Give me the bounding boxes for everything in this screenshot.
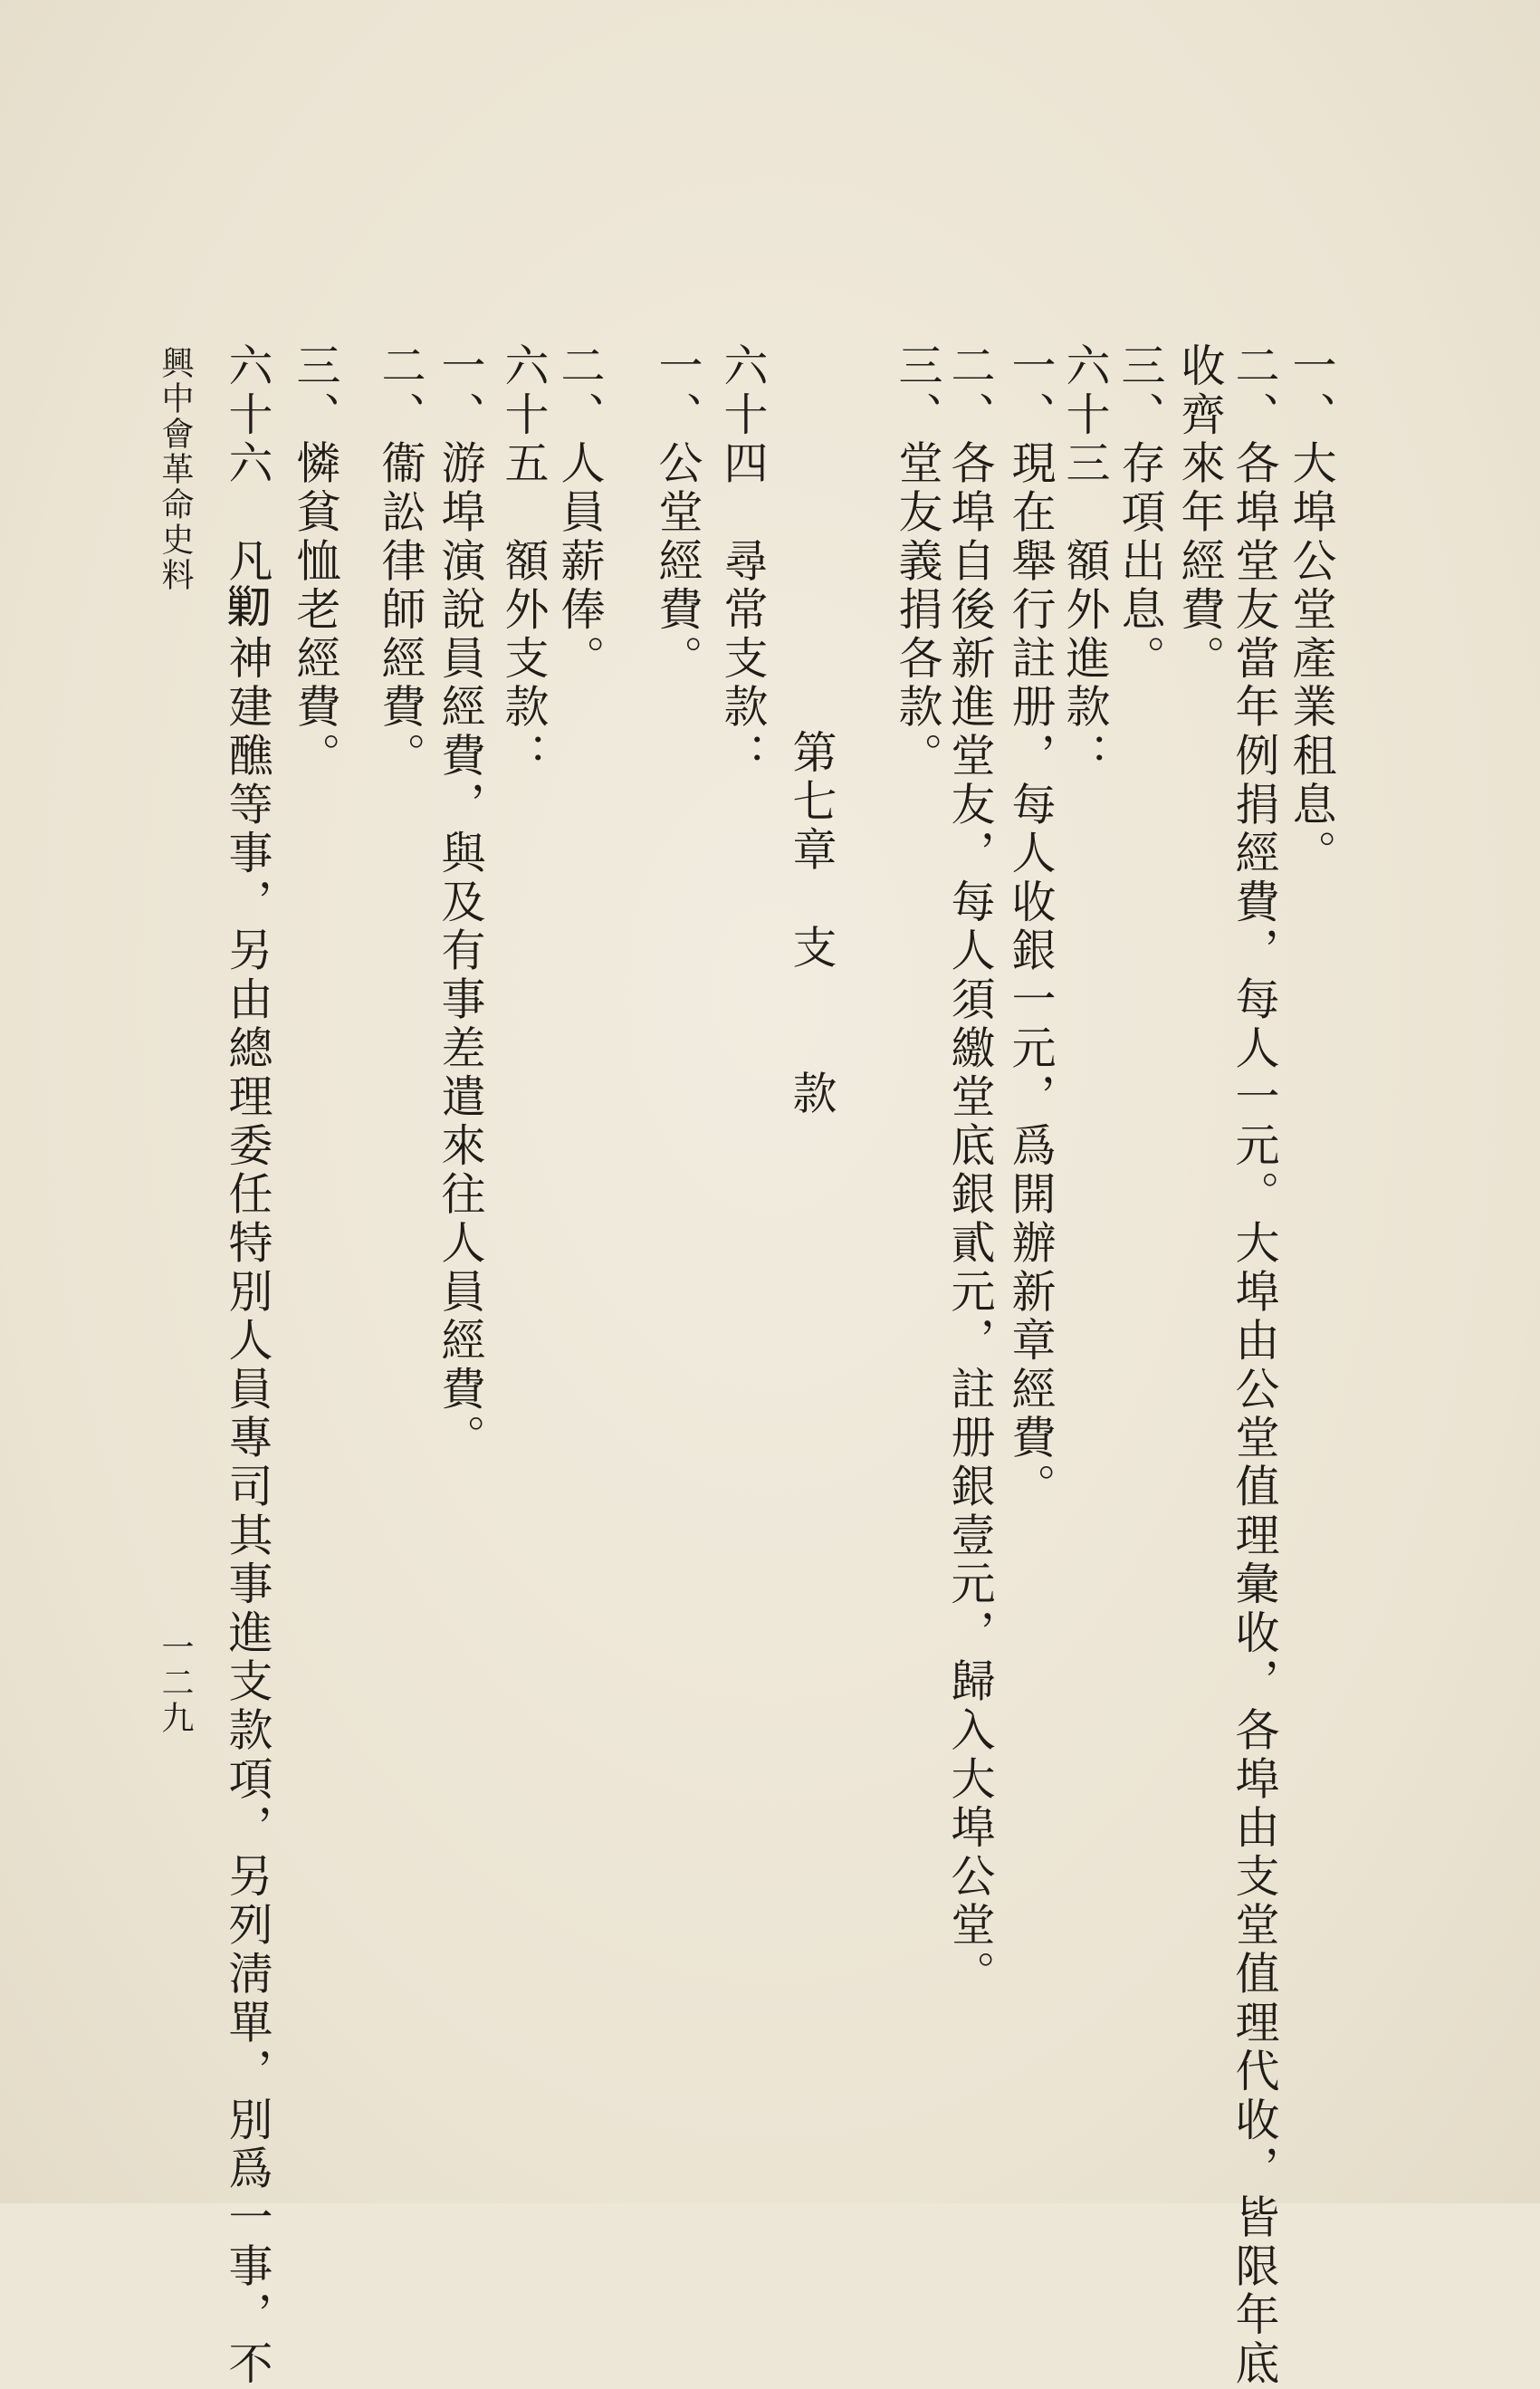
text-line: 一、大埠公堂產業租息。 (1286, 342, 1337, 878)
text-line: 六十六 凡𠞰神建醮等事，另由總理委任特別人員專司其事進支款項，另列淸單，別爲一事，不 (222, 342, 273, 2389)
text-line: 二、各埠自後新進堂友，每人須繳堂底銀貳元，註册銀壹元，歸入大埠公堂。 (944, 342, 996, 2000)
text-line: 三、憐貧恤老經費。 (290, 342, 341, 782)
text-line: 二、衞訟律師經費。 (375, 342, 426, 782)
text-line: 一、現在舉行註册，每人收銀一元，爲開辦新章經費。 (1005, 342, 1057, 1512)
chapter-heading: 第七章 支 款 (786, 729, 837, 1119)
page-number: 一二九 (157, 1630, 194, 1736)
text-line: 三、堂友義捐各款。 (892, 342, 943, 782)
text-line: 一、公堂經費。 (652, 342, 703, 684)
text-line: 三、存項出息。 (1114, 342, 1166, 684)
text-line: 六十三 額外進款： (1059, 342, 1111, 782)
text-line: 收齊來年經費。 (1174, 342, 1226, 684)
book-title-footer: 興中會革命史料 (157, 346, 194, 593)
text-line: 二、人員薪俸。 (554, 342, 606, 684)
text-line: 二、各埠堂友當年例捐經費，每人一元。大埠由公堂值理彙收，各埠由支堂值理代收，皆限年底 (1229, 342, 1280, 2389)
text-line: 一、游埠演說員經費，與及有事差遣來往人員經費。 (435, 342, 486, 1463)
text-line: 六十五 額外支款： (498, 342, 550, 782)
text-line: 六十四 尋常支款： (717, 342, 769, 782)
